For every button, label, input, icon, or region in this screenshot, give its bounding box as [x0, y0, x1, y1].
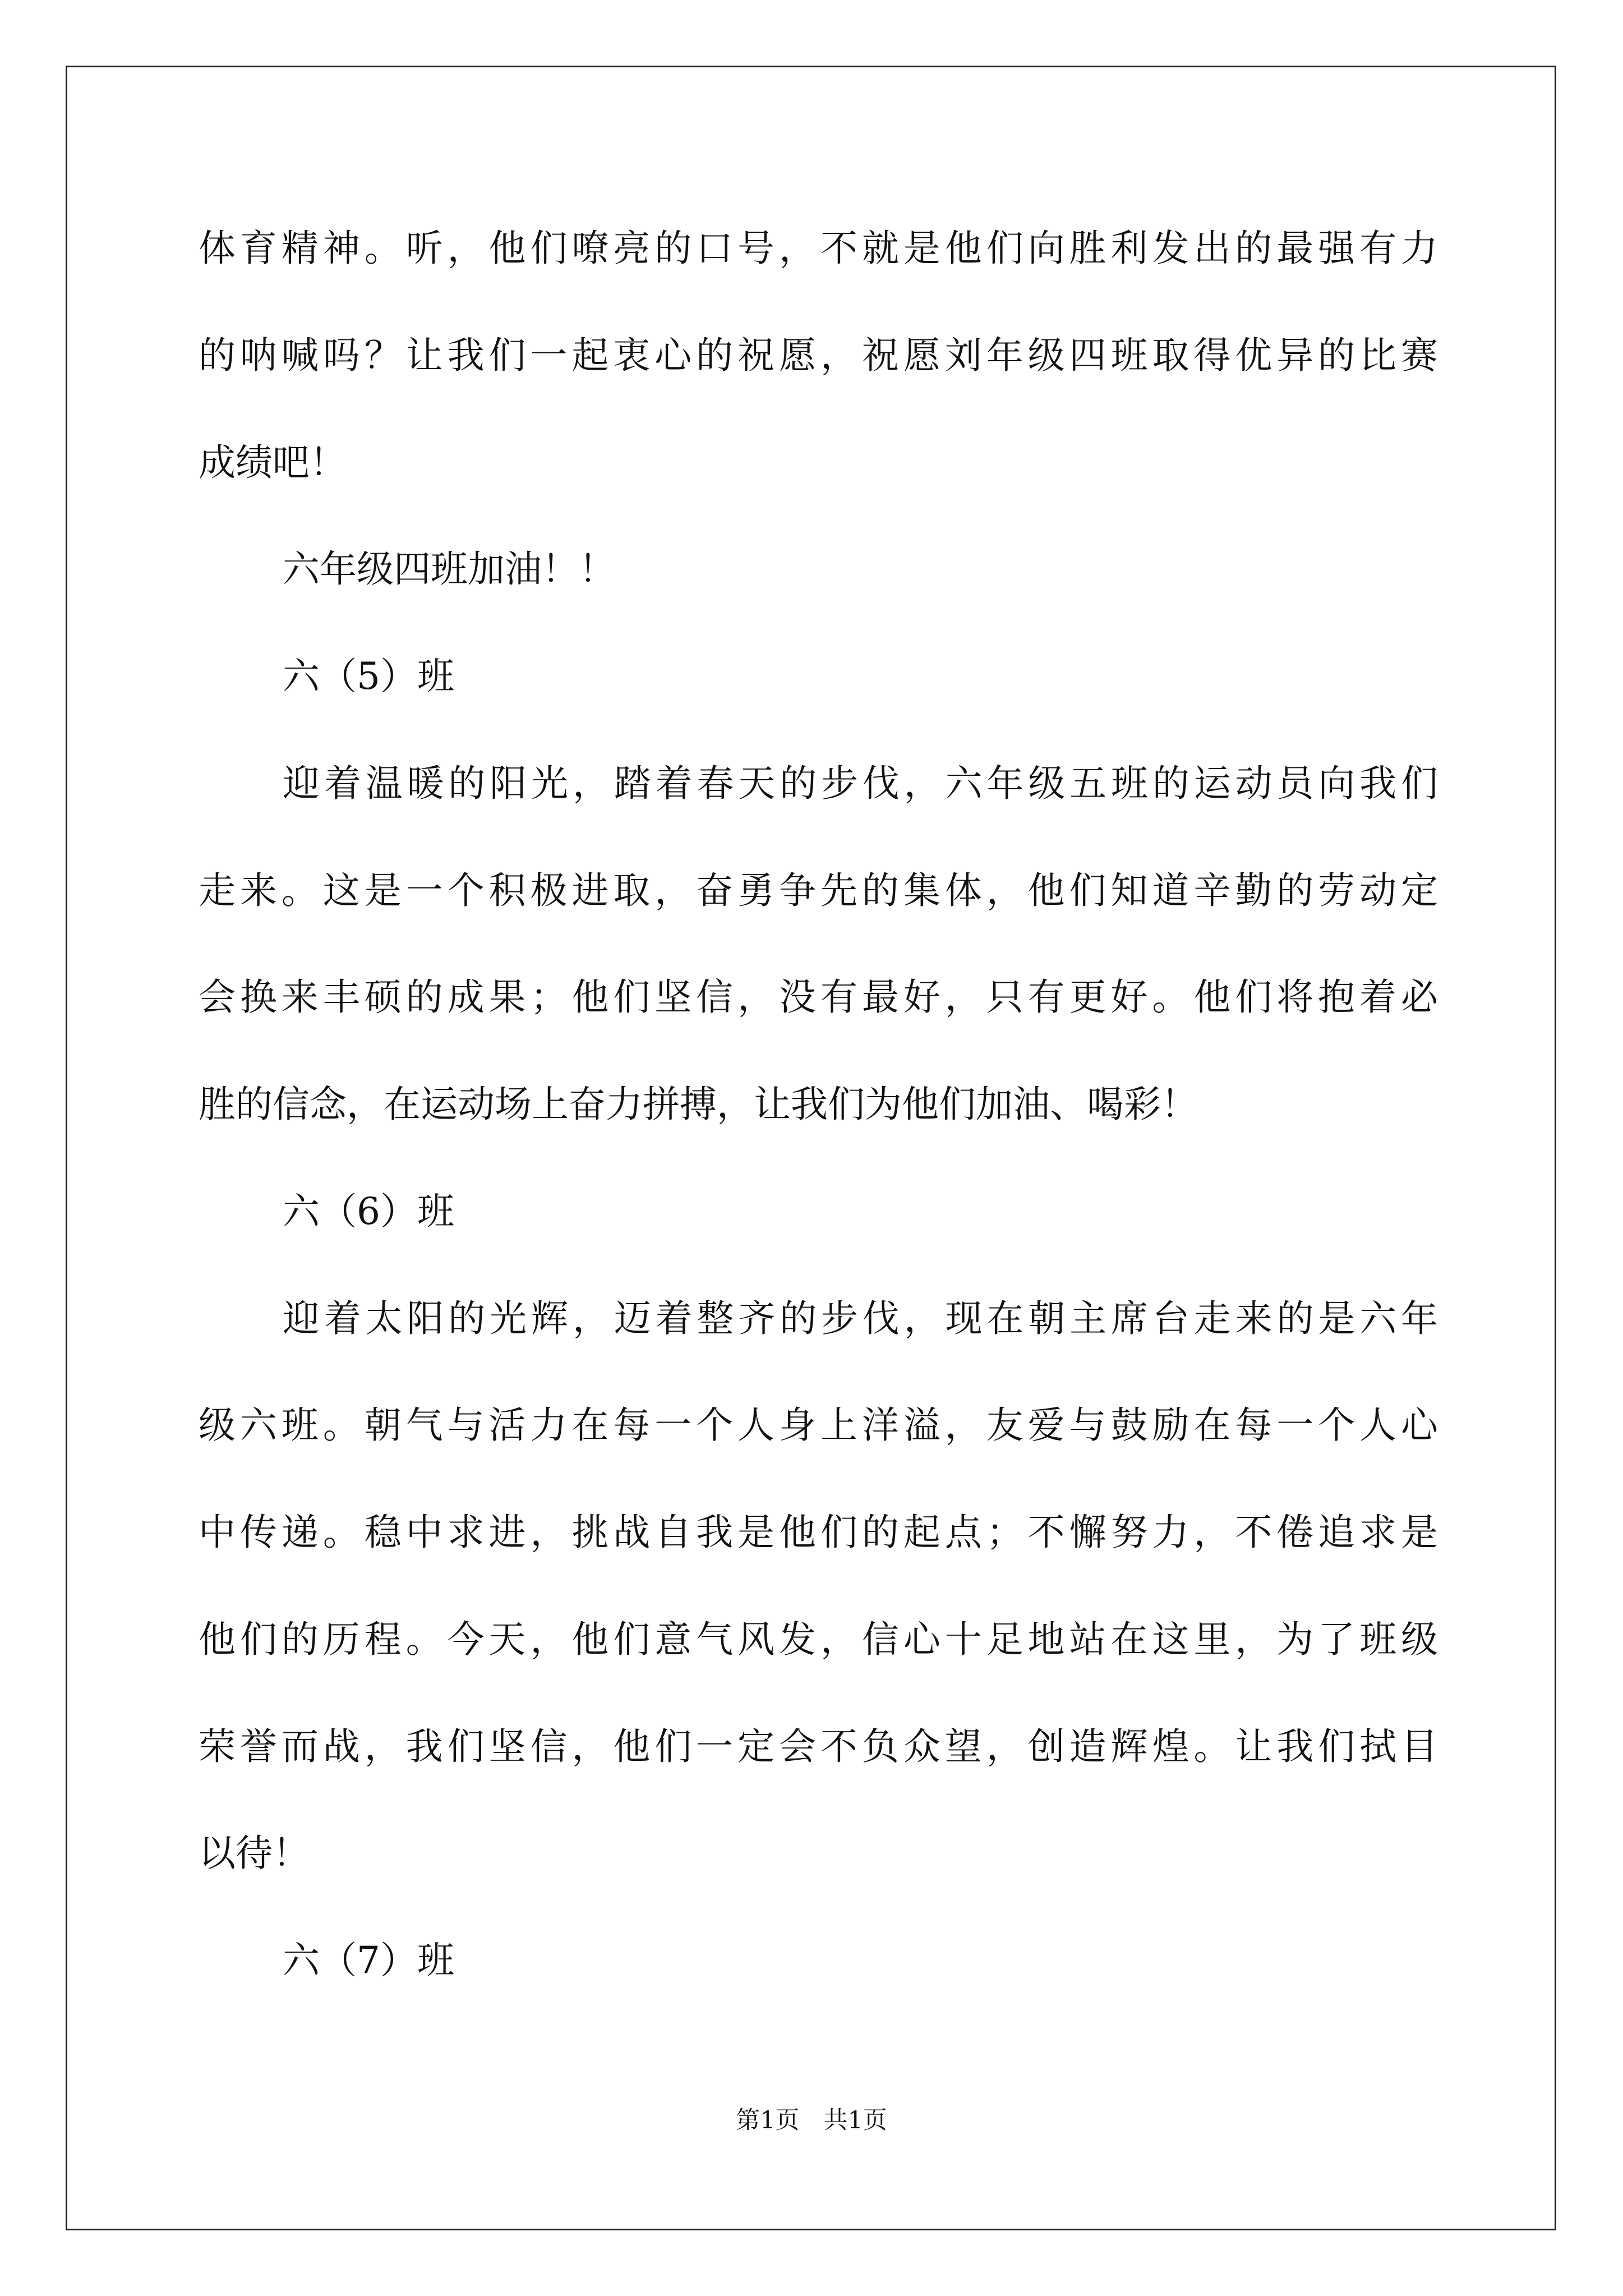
text-line: 胜的信念，在运动场上奋力拼搏，让我们为他们加油、喝彩！ — [199, 1083, 1198, 1126]
text-line: 迎着温暖的阳光，踏着春天的步伐，六年级五班的运动员向我们 — [283, 762, 1438, 805]
section-heading: 六（7）班 — [283, 1939, 454, 1982]
text-line: 六年级四班加油！！ — [283, 547, 616, 591]
text-line: 荣誉而战，我们坚信，他们一定会不负众望，创造辉煌。让我们拭目 — [199, 1725, 1438, 1768]
page-number-footer: 第1页 共1页 — [736, 2106, 887, 2134]
text-line: 的呐喊吗？让我们一起衷心的祝愿，祝愿刘年级四班取得优异的比赛 — [199, 334, 1438, 377]
text-line: 成绩吧！ — [199, 441, 347, 484]
text-line: 以待！ — [199, 1832, 310, 1875]
text-line: 迎着太阳的光辉，迈着整齐的步伐，现在朝主席台走来的是六年 — [283, 1297, 1438, 1340]
text-line: 级六班。朝气与活力在每一个人身上洋溢，友爱与鼓励在每一个人心 — [199, 1404, 1438, 1447]
page-border — [66, 66, 1556, 2230]
text-line: 他们的历程。今天，他们意气风发，信心十足地站在这里，为了班级 — [199, 1618, 1438, 1661]
text-line: 会换来丰硕的成果；他们坚信，没有最好，只有更好。他们将抱着必 — [199, 976, 1438, 1019]
text-line: 中传递。稳中求进，挑战自我是他们的起点；不懈努力，不倦追求是 — [199, 1511, 1438, 1554]
text-line: 走来。这是一个积极进取，奋勇争先的集体，他们知道辛勤的劳动定 — [199, 869, 1438, 912]
section-heading: 六（6）班 — [283, 1190, 454, 1233]
text-line: 体育精神。听，他们嘹亮的口号，不就是他们向胜利发出的最强有力 — [199, 227, 1438, 270]
section-heading: 六（5）班 — [283, 655, 454, 698]
